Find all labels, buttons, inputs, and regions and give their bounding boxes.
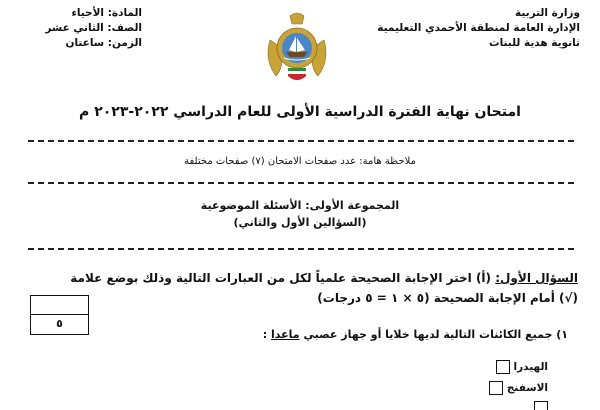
exam-title: امتحان نهاية الفترة الدراسية الأولى للعام الدراسي ٢٠٢٢-٢٠٢٣ م	[79, 104, 521, 120]
item-1-emphasis: ماعدا	[271, 328, 300, 341]
item-1-colon: :	[262, 328, 272, 341]
item-1	[263, 328, 568, 341]
question-1-label: السؤال الأول:	[495, 271, 578, 285]
score-blank	[31, 296, 88, 315]
question-1-line-1	[18, 268, 578, 288]
option-checkbox[interactable]	[496, 360, 510, 374]
divider	[28, 248, 574, 250]
school-header	[377, 6, 580, 51]
option-label: الاسفنج	[506, 382, 548, 394]
school-line: ثانوية هدية للبنات	[489, 37, 580, 49]
group-heading	[0, 197, 600, 231]
option-checkbox[interactable]	[534, 401, 548, 410]
ministry-line: وزارة التربية	[514, 7, 580, 19]
option-hydra[interactable]	[496, 360, 548, 374]
group-subtitle: (السؤالين الأول والثاني)	[233, 216, 367, 229]
question-1-instruction: (أ) اختر الإجابة الصحيحة علمياً لكل من العبارات التالية وذلك بوضع علامة	[70, 271, 496, 285]
kuwait-emblem-icon	[262, 10, 332, 90]
item-1-text: جميع الكائنات التالية لديها خلايا أو جهاز عصبي	[299, 328, 553, 341]
option-label: الهيدرا	[513, 361, 548, 373]
item-1-number: ١)	[556, 328, 568, 341]
question-1-line-2: (√) أمام الإجابة الصحيحة (٥ × ١ = ٥ درجات)	[317, 291, 578, 305]
question-1	[18, 268, 578, 308]
option-sponge[interactable]	[489, 381, 548, 395]
divider	[28, 182, 574, 184]
score-value: ٥	[56, 317, 63, 330]
option-checkbox[interactable]	[489, 381, 503, 395]
district-line: الإدارة العامة لمنطقة الأحمدي التعليمية	[377, 22, 580, 34]
exam-info	[22, 6, 142, 51]
grade-line: الصف: الثاني عشر	[45, 22, 142, 34]
divider	[28, 140, 574, 142]
group-title: المجموعة الأولى: الأسئلة الموضوعية	[200, 199, 400, 212]
duration-line: الزمن: ساعتان	[65, 37, 142, 49]
score-box	[30, 295, 89, 335]
important-note: ملاحظة هامة: عدد صفحات الامتحان (٧) صفحات مختلفة	[184, 156, 416, 167]
subject-line: المادة: الأحياء	[71, 7, 142, 19]
